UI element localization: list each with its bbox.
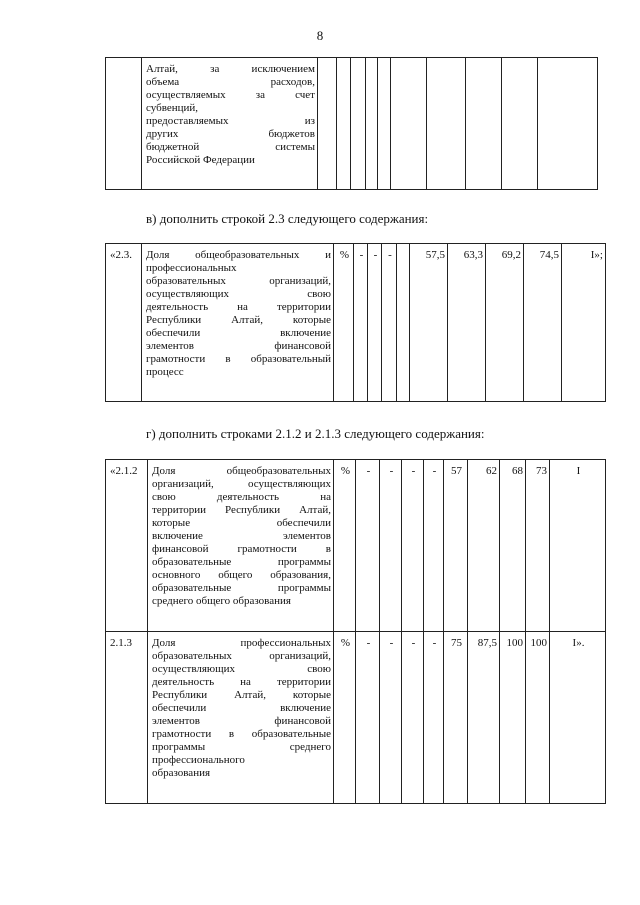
- table-row: [106, 244, 606, 402]
- description-line: которые обеспечили: [152, 517, 331, 529]
- page-number: 8: [316, 28, 324, 43]
- description-line: осуществляющих свою: [146, 288, 331, 300]
- value-cell: -: [424, 632, 444, 804]
- description-line: Доля общеобразовательных и: [146, 249, 331, 261]
- row-number: «2.1.2: [106, 460, 148, 632]
- value-cell: -: [368, 244, 382, 402]
- description-line: осуществляемых за счет: [146, 89, 315, 101]
- value-cell: -: [356, 460, 380, 632]
- description-line: образовательные программы: [152, 556, 331, 568]
- description-line: элементов финансовой: [146, 340, 331, 352]
- value-cell: 57: [444, 460, 468, 632]
- value-cell: -: [402, 632, 424, 804]
- value-cell: [397, 244, 410, 402]
- description-line: Доля профессиональных: [152, 637, 331, 649]
- value-cell: -: [382, 244, 397, 402]
- num-cell: [106, 58, 142, 190]
- description-line: финансовой грамотности в: [152, 543, 331, 555]
- value-cell: 100: [526, 632, 550, 804]
- description-line: грамотности в образовательный: [146, 353, 331, 365]
- unit-cell: %: [334, 244, 354, 402]
- intro-paragraph-b: в) дополнить строкой 2.3 следующего содержания:: [146, 211, 429, 226]
- value-cell: 57,5: [410, 244, 448, 402]
- description-line: профессиональных: [146, 262, 237, 274]
- row-number: «2.3.: [106, 244, 142, 402]
- table-row: [106, 460, 606, 632]
- description-line: Доля общеобразовательных: [152, 465, 331, 477]
- description-line: обеспечили включение: [146, 327, 331, 339]
- description-cell: [142, 58, 318, 190]
- value-cell: 63,3: [448, 244, 486, 402]
- description-line: организаций, осуществляющих: [152, 478, 331, 490]
- description-line: деятельность на территории: [152, 676, 331, 688]
- last-cell: I»;: [562, 244, 606, 402]
- value-cell: -: [380, 632, 402, 804]
- description-line: Российской Федерации: [146, 154, 255, 166]
- description-line: свою деятельность на: [152, 491, 331, 503]
- description-line: объема расходов,: [146, 76, 315, 88]
- description-line: элементов финансовой: [152, 715, 331, 727]
- unit-cell: %: [334, 632, 356, 804]
- table-row: [106, 632, 606, 804]
- description-line: Алтай, за исключением: [146, 63, 315, 75]
- value-cell: -: [380, 460, 402, 632]
- value-cell: -: [356, 632, 380, 804]
- table-continuation: [105, 57, 598, 190]
- description-line: бюджетной системы: [146, 141, 315, 153]
- value-cell: -: [424, 460, 444, 632]
- last-cell: I: [550, 460, 606, 632]
- last-cell: I».: [550, 632, 606, 804]
- description-cell: [142, 244, 334, 402]
- value-cell: 68: [500, 460, 526, 632]
- value-cell: 87,5: [468, 632, 500, 804]
- row-number: 2.1.3: [106, 632, 148, 804]
- description-cell: [148, 632, 334, 804]
- value-cell: -: [402, 460, 424, 632]
- value-cell: 74,5: [524, 244, 562, 402]
- description-line: других бюджетов: [146, 128, 315, 140]
- description-line: процесс: [146, 366, 184, 378]
- description-line: деятельность на территории: [146, 301, 331, 313]
- table-row-2-3: [105, 243, 606, 402]
- description-line: среднего общего образования: [152, 595, 291, 607]
- value-cell: 100: [500, 632, 526, 804]
- description-line: Республики Алтай, которые: [152, 689, 331, 701]
- description-cell: [148, 460, 334, 632]
- value-cell: 69,2: [486, 244, 524, 402]
- value-cell: 75: [444, 632, 468, 804]
- description-line: образовательных организаций,: [146, 275, 331, 287]
- description-line: образовательных организаций,: [152, 650, 331, 662]
- description-line: образования: [152, 767, 211, 779]
- description-line: профессионального: [152, 754, 245, 766]
- description-line: обеспечили включение: [152, 702, 331, 714]
- description-line: грамотности в образовательные: [152, 728, 331, 740]
- value-cell: -: [354, 244, 368, 402]
- table-row: [106, 58, 598, 190]
- value-cell: 62: [468, 460, 500, 632]
- description-line: Республики Алтай, которые: [146, 314, 331, 326]
- description-line: программы среднего: [152, 741, 331, 753]
- description-line: субвенций,: [146, 102, 198, 114]
- intro-paragraph-c: г) дополнить строками 2.1.2 и 2.1.3 следующего содержания:: [146, 426, 485, 441]
- description-line: осуществляющих свою: [152, 663, 331, 675]
- unit-cell: %: [334, 460, 356, 632]
- description-line: основного общего образования,: [152, 569, 331, 581]
- description-line: предоставляемых из: [146, 115, 315, 127]
- description-line: образовательные программы: [152, 582, 331, 594]
- value-cell: 73: [526, 460, 550, 632]
- table-rows-2-1-2-and-2-1-3: [105, 459, 606, 804]
- description-line: включение элементов: [152, 530, 331, 542]
- description-line: территории Республики Алтай,: [152, 504, 331, 516]
